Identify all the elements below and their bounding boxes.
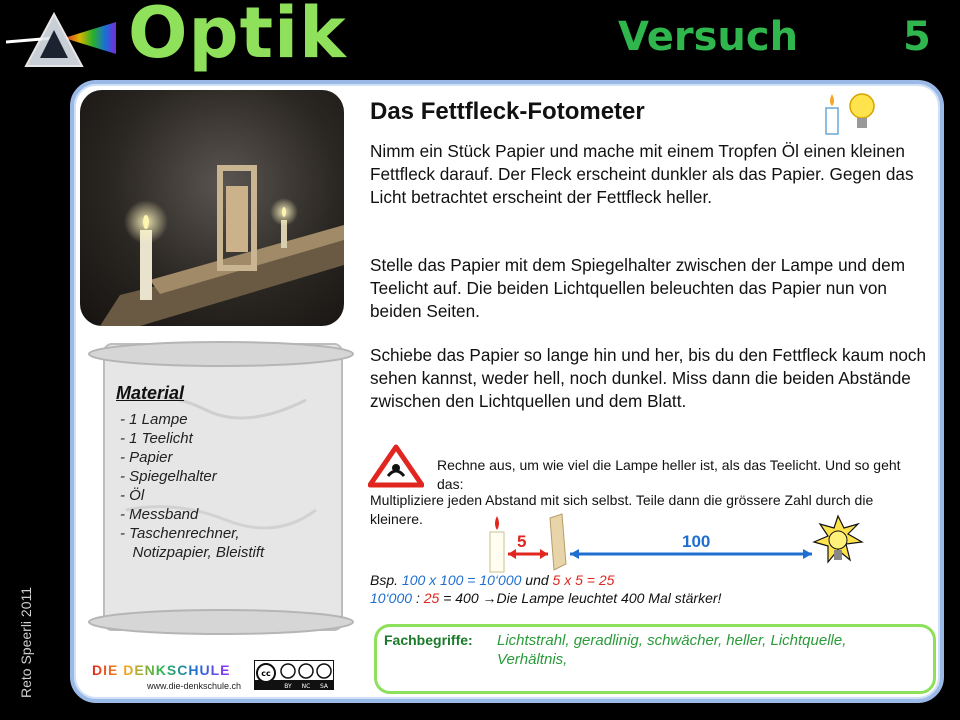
- bulb-icon: [814, 516, 862, 562]
- author-credit: Reto Speerli 2011: [18, 586, 34, 698]
- list-item: - Taschenrechner,: [120, 525, 240, 542]
- header-title: Optik: [128, 0, 347, 74]
- calc-instruction: Multipliziere jeden Abstand mit sich selbst. Teile dann die grössere Zahl durch die kleinere.: [370, 492, 874, 527]
- calc-intro: Rechne aus, um wie viel die Lampe heller ist, als das Teelicht. Und so geht das:: [437, 457, 901, 492]
- list-item: - Spiegelhalter: [120, 468, 217, 485]
- example-line-2: 10‘000 : 25 = 400 →Die Lampe leuchtet 400 Mal stärker!: [370, 590, 722, 606]
- list-item: - 1 Lampe: [120, 411, 188, 428]
- cc-nc-label: NC: [301, 683, 311, 690]
- paragraph-measure: Schiebe das Papier so lange hin und her, bis du den Fettfleck kaum noch sehen kannst, weder hell, noch dunkel. Miss dann die beiden Abstände zwischen den Lichtquellen und dem Blatt.: [370, 345, 927, 411]
- distance-small-label: 5: [517, 532, 527, 551]
- prism-logo-icon: [6, 8, 116, 74]
- cc-sa-label: SA: [319, 683, 329, 690]
- material-list: [120, 410, 264, 562]
- material-title: Material: [116, 383, 185, 403]
- header-number: 5: [903, 14, 931, 60]
- header-section: Versuch: [618, 14, 799, 60]
- candle-bulb-icon: [822, 90, 882, 136]
- paragraph-intro: Nimm ein Stück Papier und mache mit einem Tropfen Öl einen kleinen Fettfleck darauf. Der Fleck erscheint dunkler als das Papier. Gegen das Licht betrachtet erscheint der Fettfleck heller.: [370, 141, 914, 207]
- example-line-1: Bsp. 100 x 100 = 10‘000 und 5 x 5 = 25: [370, 572, 615, 588]
- experiment-photo: [80, 90, 344, 326]
- cc-label: cc: [261, 669, 271, 678]
- list-item: - Messband: [120, 506, 199, 523]
- doc-title: Das Fettfleck-Fotometer: [370, 98, 645, 125]
- cc-by-label: BY: [284, 683, 292, 690]
- list-item: - Papier: [120, 449, 173, 466]
- list-item: - 1 Teelicht: [120, 430, 193, 447]
- arrow-right-icon: →: [482, 590, 497, 606]
- list-item: Notizpapier, Bleistift: [120, 544, 265, 561]
- distance-diagram: [486, 512, 866, 576]
- fachbegriffe-label: Fachbegriffe:: [384, 632, 473, 648]
- distance-large-label: 100: [682, 532, 711, 551]
- website-url: www.die-denkschule.ch: [147, 681, 242, 691]
- list-item: - Öl: [120, 487, 145, 504]
- denkschule-logo: DIE DENKSCHULE: [92, 662, 231, 678]
- paragraph-setup: Stelle das Papier mit dem Spiegelhalter zwischen der Lampe und dem Teelicht auf. Die beiden Lichtquellen beleuchten das Papier nun von beiden Seiten.: [370, 255, 906, 321]
- creative-commons-license-icon: [254, 660, 334, 690]
- fachbegriffe-text: Lichtstrahl, geradlinig, schwächer, heller, Lichtquelle, Verhältnis,: [497, 632, 847, 668]
- warning-sign-icon: [368, 444, 424, 488]
